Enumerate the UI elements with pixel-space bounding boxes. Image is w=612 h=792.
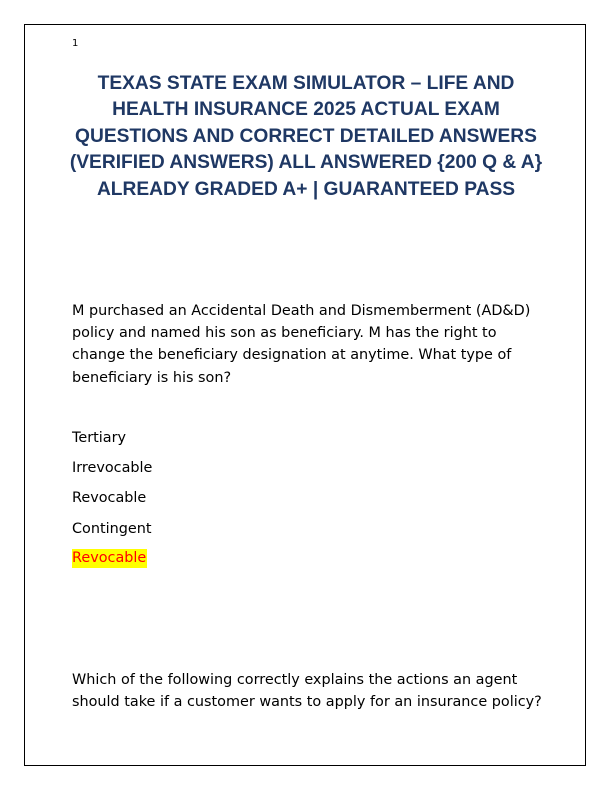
option-item: Revocable [72,490,147,507]
option-item: Tertiary [72,430,127,446]
question-text: M purchased an Accidental Death and Dismemberment (AD&D) policy and named his son as beneficiary. M has the right to change the beneficiary designation at anytime. What type of beneficiary is his son? [72,303,531,386]
question-text: Which of the following correctly explains the actions an agent should take if a customer wants to apply for an insurance policy? [72,672,542,711]
page-number: 1 [72,38,79,49]
answer-options-list [72,426,152,547]
option-item: Contingent [72,520,152,537]
highlighted-answer: Revocable [72,550,147,566]
option-item: Irrevocable [72,460,153,477]
document-title: TEXAS STATE EXAM SIMULATOR – LIFE AND HEALTH INSURANCE 2025 ACTUAL EXAM QUESTIONS AND CORRECT DETAILED ANSWERS (VERIFIED ANSWERS) ALL ANSWERED {200 Q & A} ALREADY GRADED A+ | GUARANTEED PASS [69,73,543,200]
